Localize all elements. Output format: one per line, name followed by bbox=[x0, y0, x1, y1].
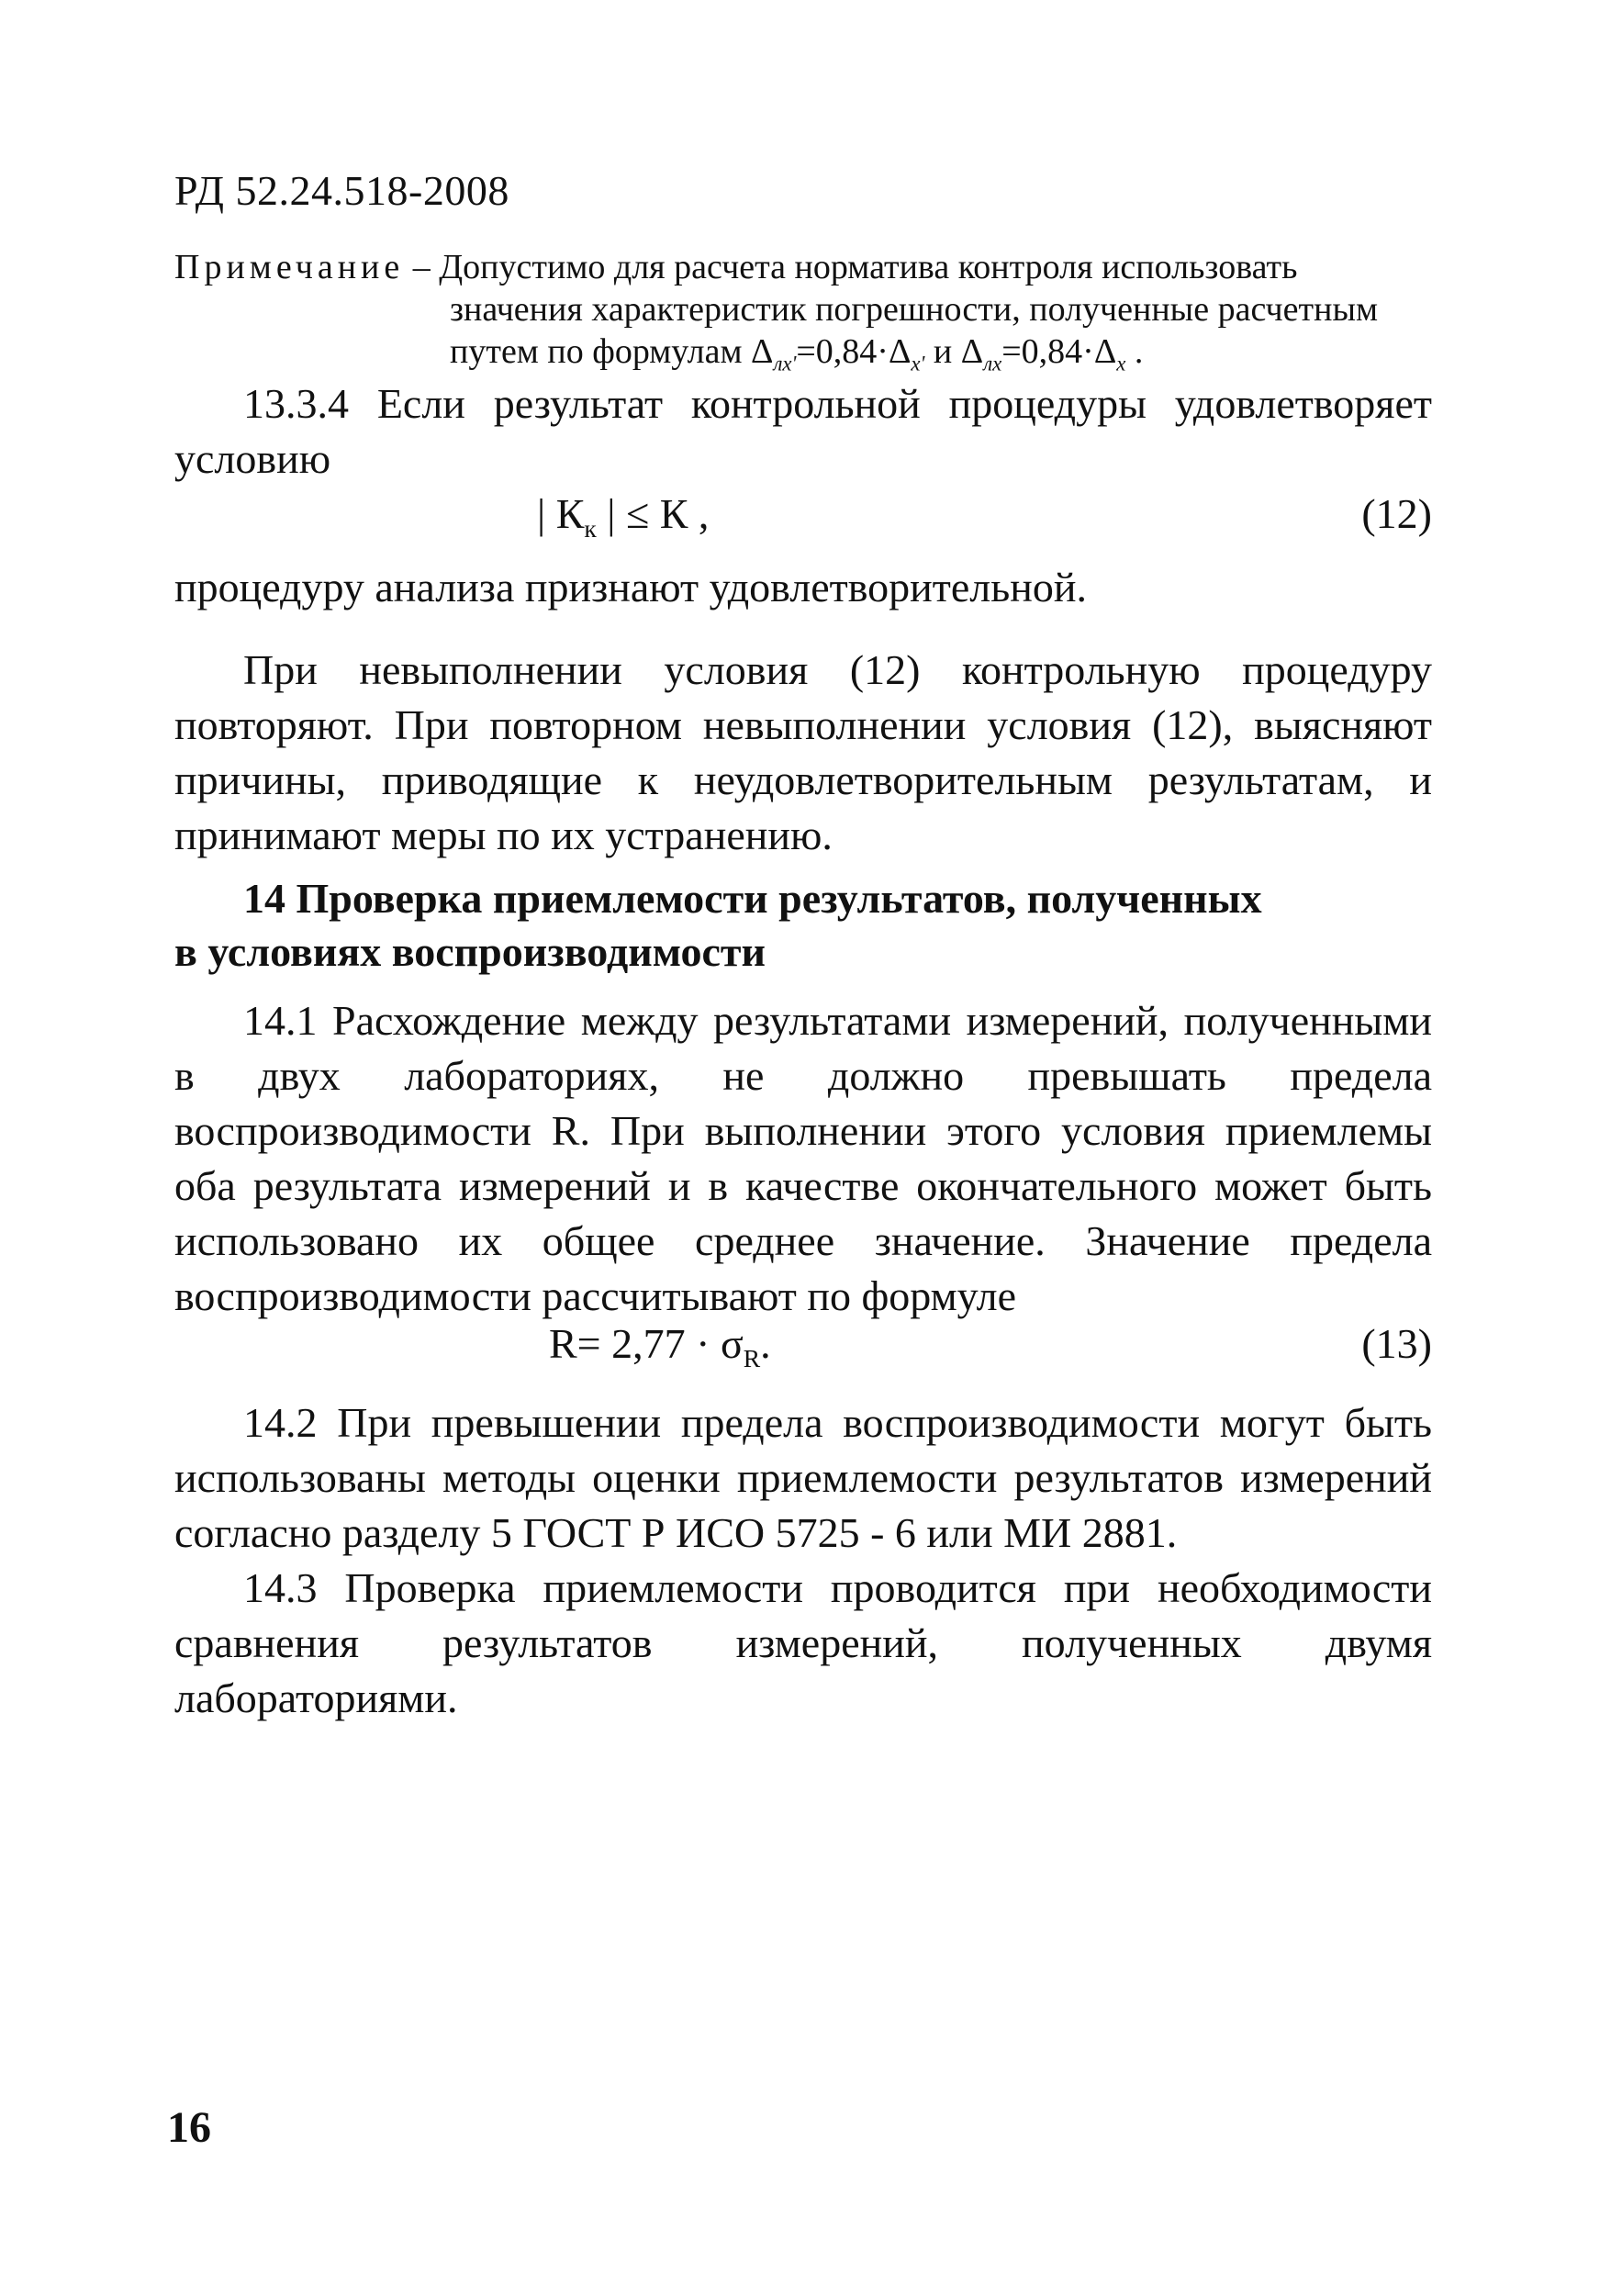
paragraph-13-3-4-conclusion: процедуру анализа признают удовлетворительной. bbox=[174, 564, 1087, 610]
note-block bbox=[174, 246, 1432, 386]
formula-13-number: (13) bbox=[1361, 1320, 1432, 1367]
note-conjunction: и bbox=[924, 332, 961, 371]
note-text-1: – Допустимо для расчета норматива контроля использовать bbox=[404, 248, 1298, 286]
section-14-heading bbox=[174, 872, 1432, 979]
formula-12-number: (12) bbox=[1361, 490, 1432, 537]
section-14-heading-line-1: 14 Проверка приемлемости результатов, полученных bbox=[243, 875, 1262, 922]
paragraph-14-3: 14.3 Проверка приемлемости проводится при необходимости сравнения результатов измерений, полученных двумя лабораториями. bbox=[174, 1564, 1432, 1721]
note-text-3: путем по формулам bbox=[450, 332, 751, 371]
formula-13 bbox=[174, 1316, 1432, 1372]
note-formula-a: $\Delta_{лх'}=0,84\cdot\Delta_{x'}$ bbox=[751, 332, 925, 375]
formula-12-expression: | $К_к$ | ≤ К , bbox=[537, 490, 710, 543]
formula-12 bbox=[174, 487, 1432, 542]
paragraph-14-1: 14.1 Расхождение между результатами измерений, полученными в двух лабораториях, не должно превышать предела воспроизводимости R. При выполнении этого условия приемлемы оба результата измерений и в качестве окончательного может быть использовано их общее среднее значение. Значение предела воспроизводимости рассчитывают по формуле bbox=[174, 997, 1432, 1319]
note-label: Примечание bbox=[174, 248, 405, 286]
paragraph-13-3-4: 13.3.4 Если результат контрольной процедуры удовлетворяет условию bbox=[174, 380, 1432, 482]
document-code: РД 52.24.518-2008 bbox=[174, 167, 509, 214]
note-line-1 bbox=[174, 246, 1432, 288]
note-line-2: значения характеристик погрешности, полученные расчетным bbox=[450, 290, 1379, 329]
note-line-3: путем по формулам $\Delta_{лх'}=0,84\cdot\Delta_{x'}$ и $\Delta_{лх}=0,84\cdot\Delta_x$ . bbox=[450, 332, 1144, 375]
section-14-heading-line-2: в условиях воспроизводимости bbox=[174, 928, 766, 975]
page-number: 16 bbox=[167, 2103, 211, 2152]
formula-13-expression: $R= 2,77 \cdot \sigma_R$. bbox=[549, 1320, 771, 1373]
note-formula-b: $\Delta_{лх}=0,84\cdot\Delta_x$ bbox=[960, 332, 1126, 375]
paragraph-14-2: 14.2 При превышении предела воспроизводимости могут быть использованы методы оценки приемлемости результатов измерений согласно разделу 5 ГОСТ Р ИСО 5725 - 6 или МИ 2881. bbox=[174, 1399, 1432, 1556]
paragraph-13-3-4-repeat: При невыполнении условия (12) контрольную процедуру повторяют. При повторном невыполнении условия (12), выясняют причины, приводящие к неудовлетворительным результатам, и принимают меры по их устранению. bbox=[174, 646, 1432, 858]
